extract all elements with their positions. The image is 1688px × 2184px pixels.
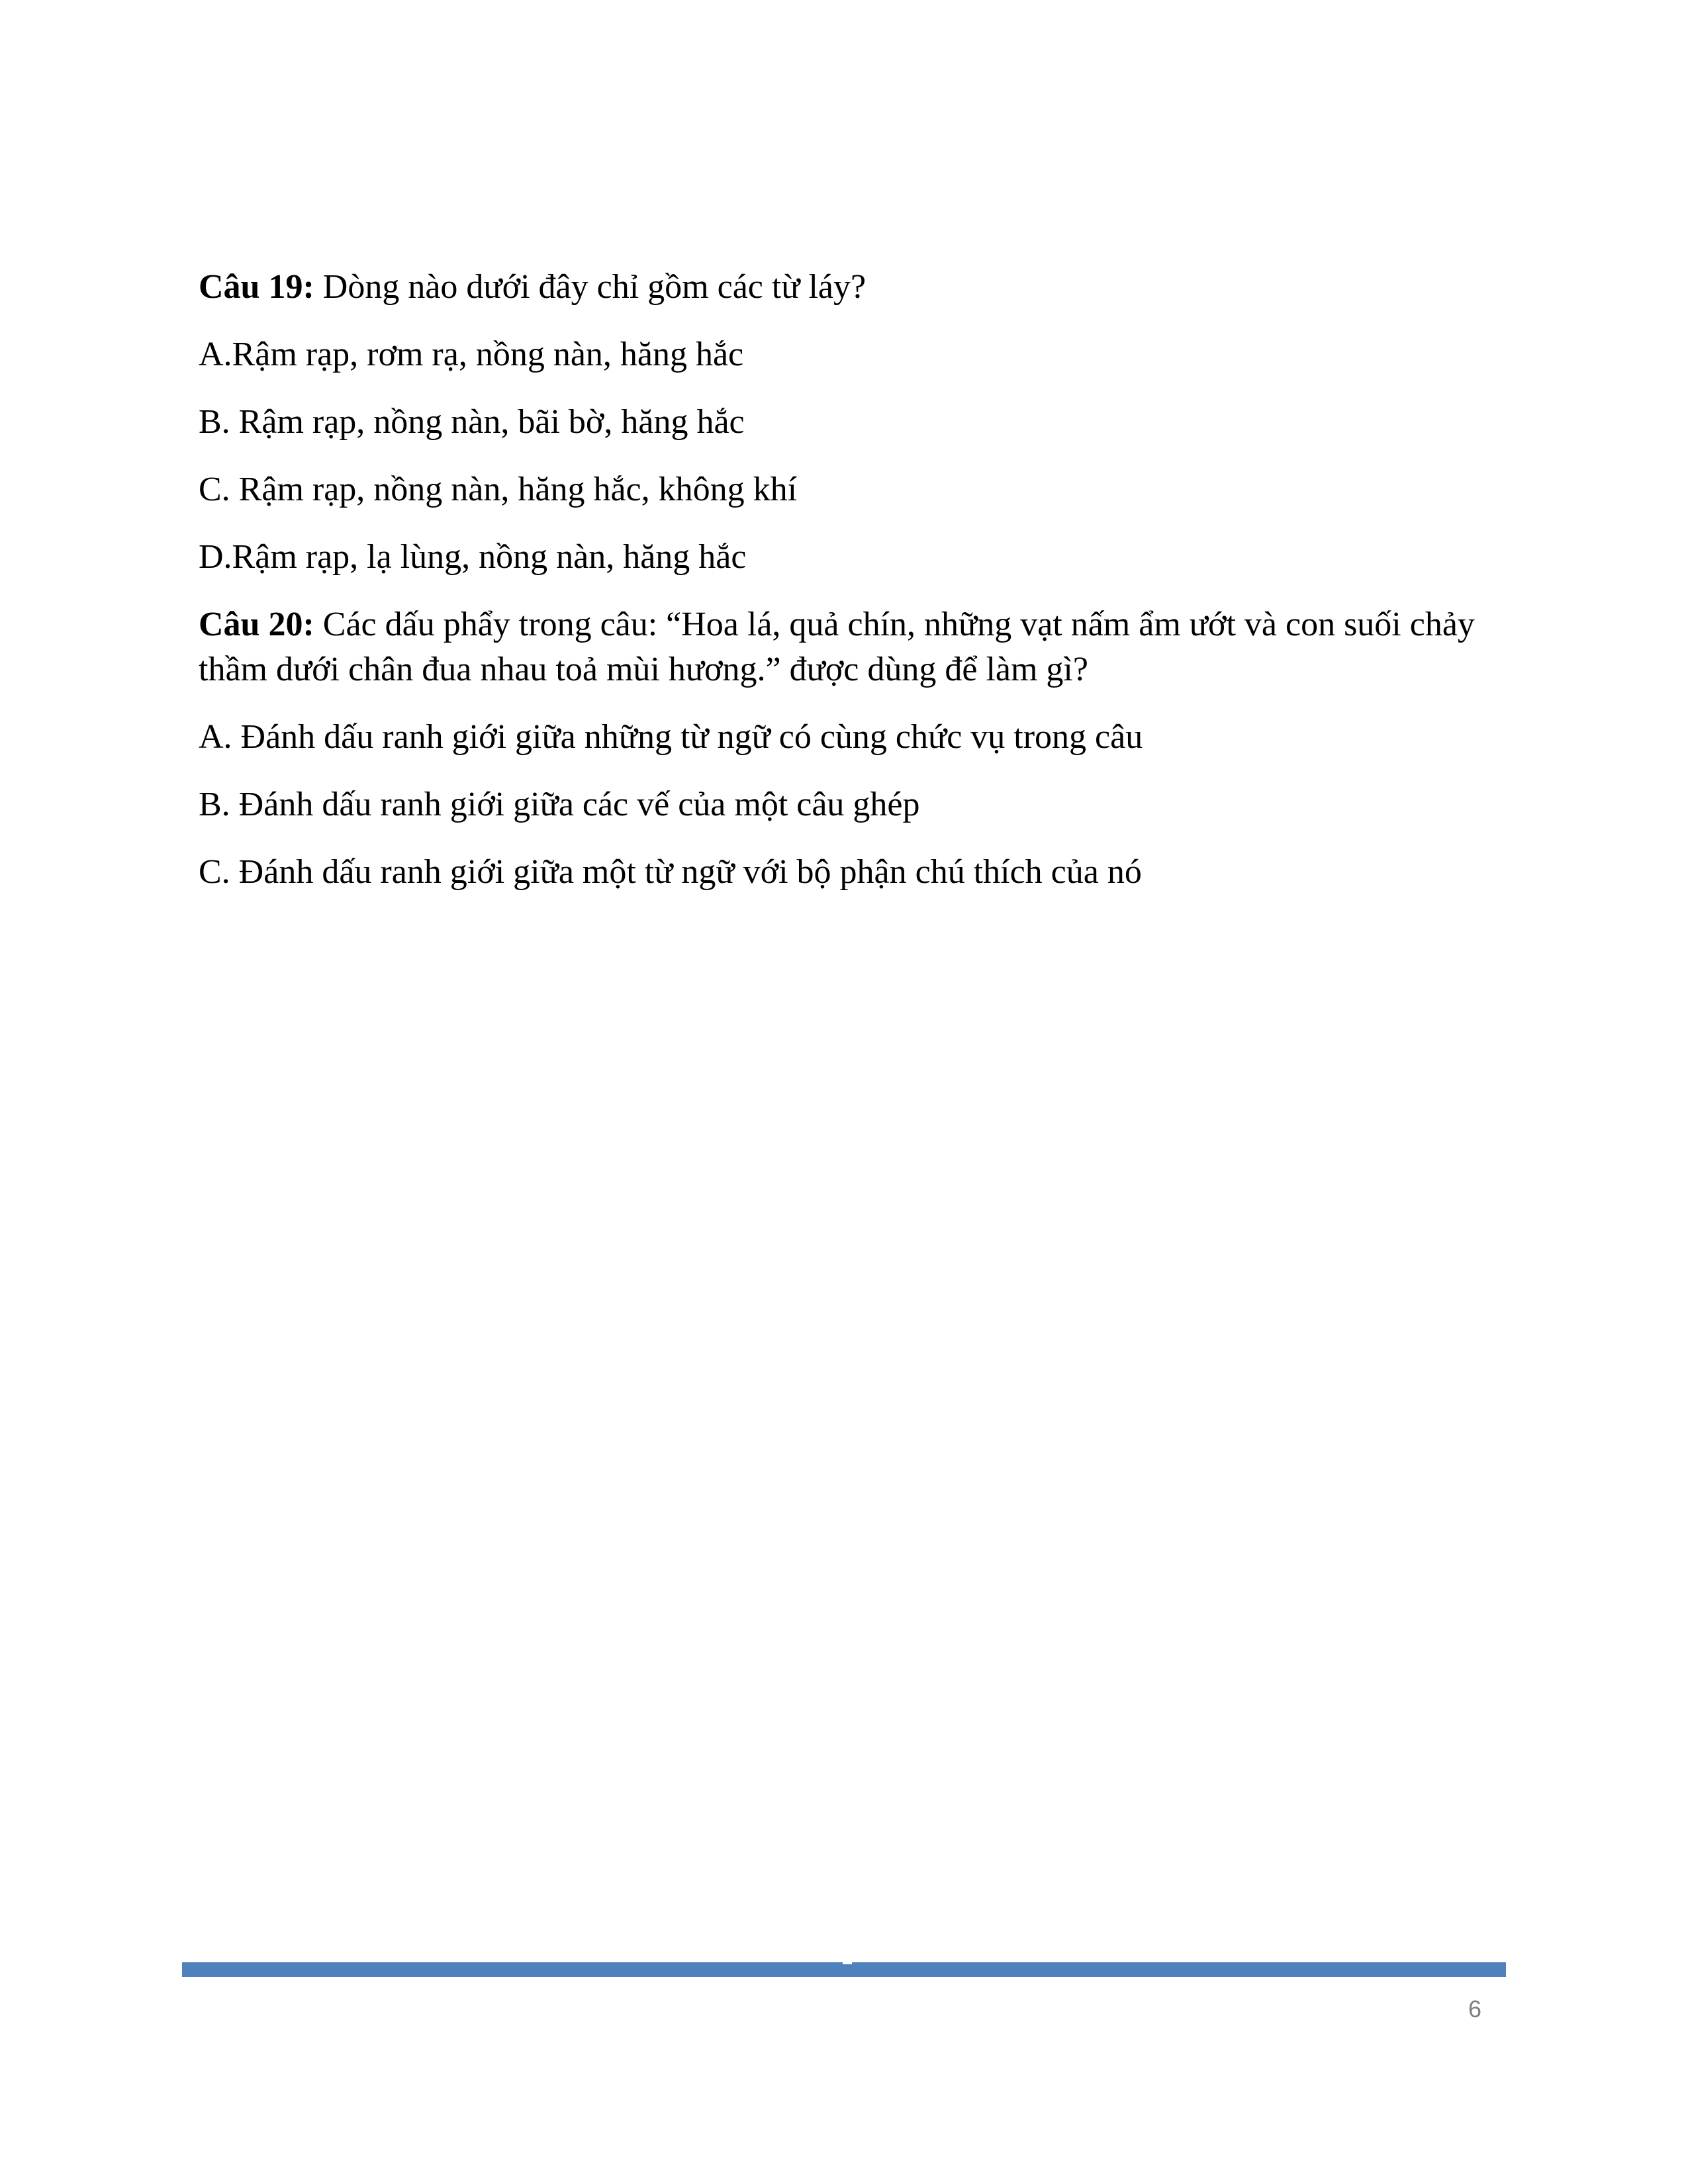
question-text: Các dấu phẩy trong câu: “Hoa lá, quả chín, những vạt nấm ẩm ướt và con suối chảy thầm dưới chân đua nhau toả mùi hương.” được dùng để làm gì?: [199, 606, 1475, 688]
question-19: [199, 265, 1509, 310]
option-a: A.Rậm rạp, rơm rạ, nồng nàn, hăng hắc: [199, 336, 744, 373]
footer-rule-notch: [843, 1962, 852, 1964]
option-b: B. Đánh dấu ranh giới giữa các vế của một câu ghép: [199, 786, 920, 823]
question-text: Dòng nào dưới đây chỉ gồm các từ láy?: [314, 268, 867, 306]
question-label: Câu 20:: [199, 606, 314, 643]
footer-rule: [182, 1962, 1506, 1977]
option-a: A. Đánh dấu ranh giới giữa những từ ngữ có cùng chức vụ trong câu: [199, 718, 1143, 756]
option-c: C. Đánh dấu ranh giới giữa một từ ngữ với bộ phận chú thích của nó: [199, 853, 1142, 891]
question-label: Câu 19:: [199, 268, 314, 306]
option-d: D.Rậm rạp, lạ lùng, nồng nàn, hăng hắc: [199, 538, 747, 576]
question-20: [199, 602, 1509, 692]
option-c: C. Rậm rạp, nồng nàn, hăng hắc, không khí: [199, 471, 798, 508]
page-number: 6: [1468, 1995, 1481, 2023]
option-b: B. Rậm rạp, nồng nàn, bãi bờ, hăng hắc: [199, 403, 745, 441]
question-list: [199, 265, 1509, 917]
